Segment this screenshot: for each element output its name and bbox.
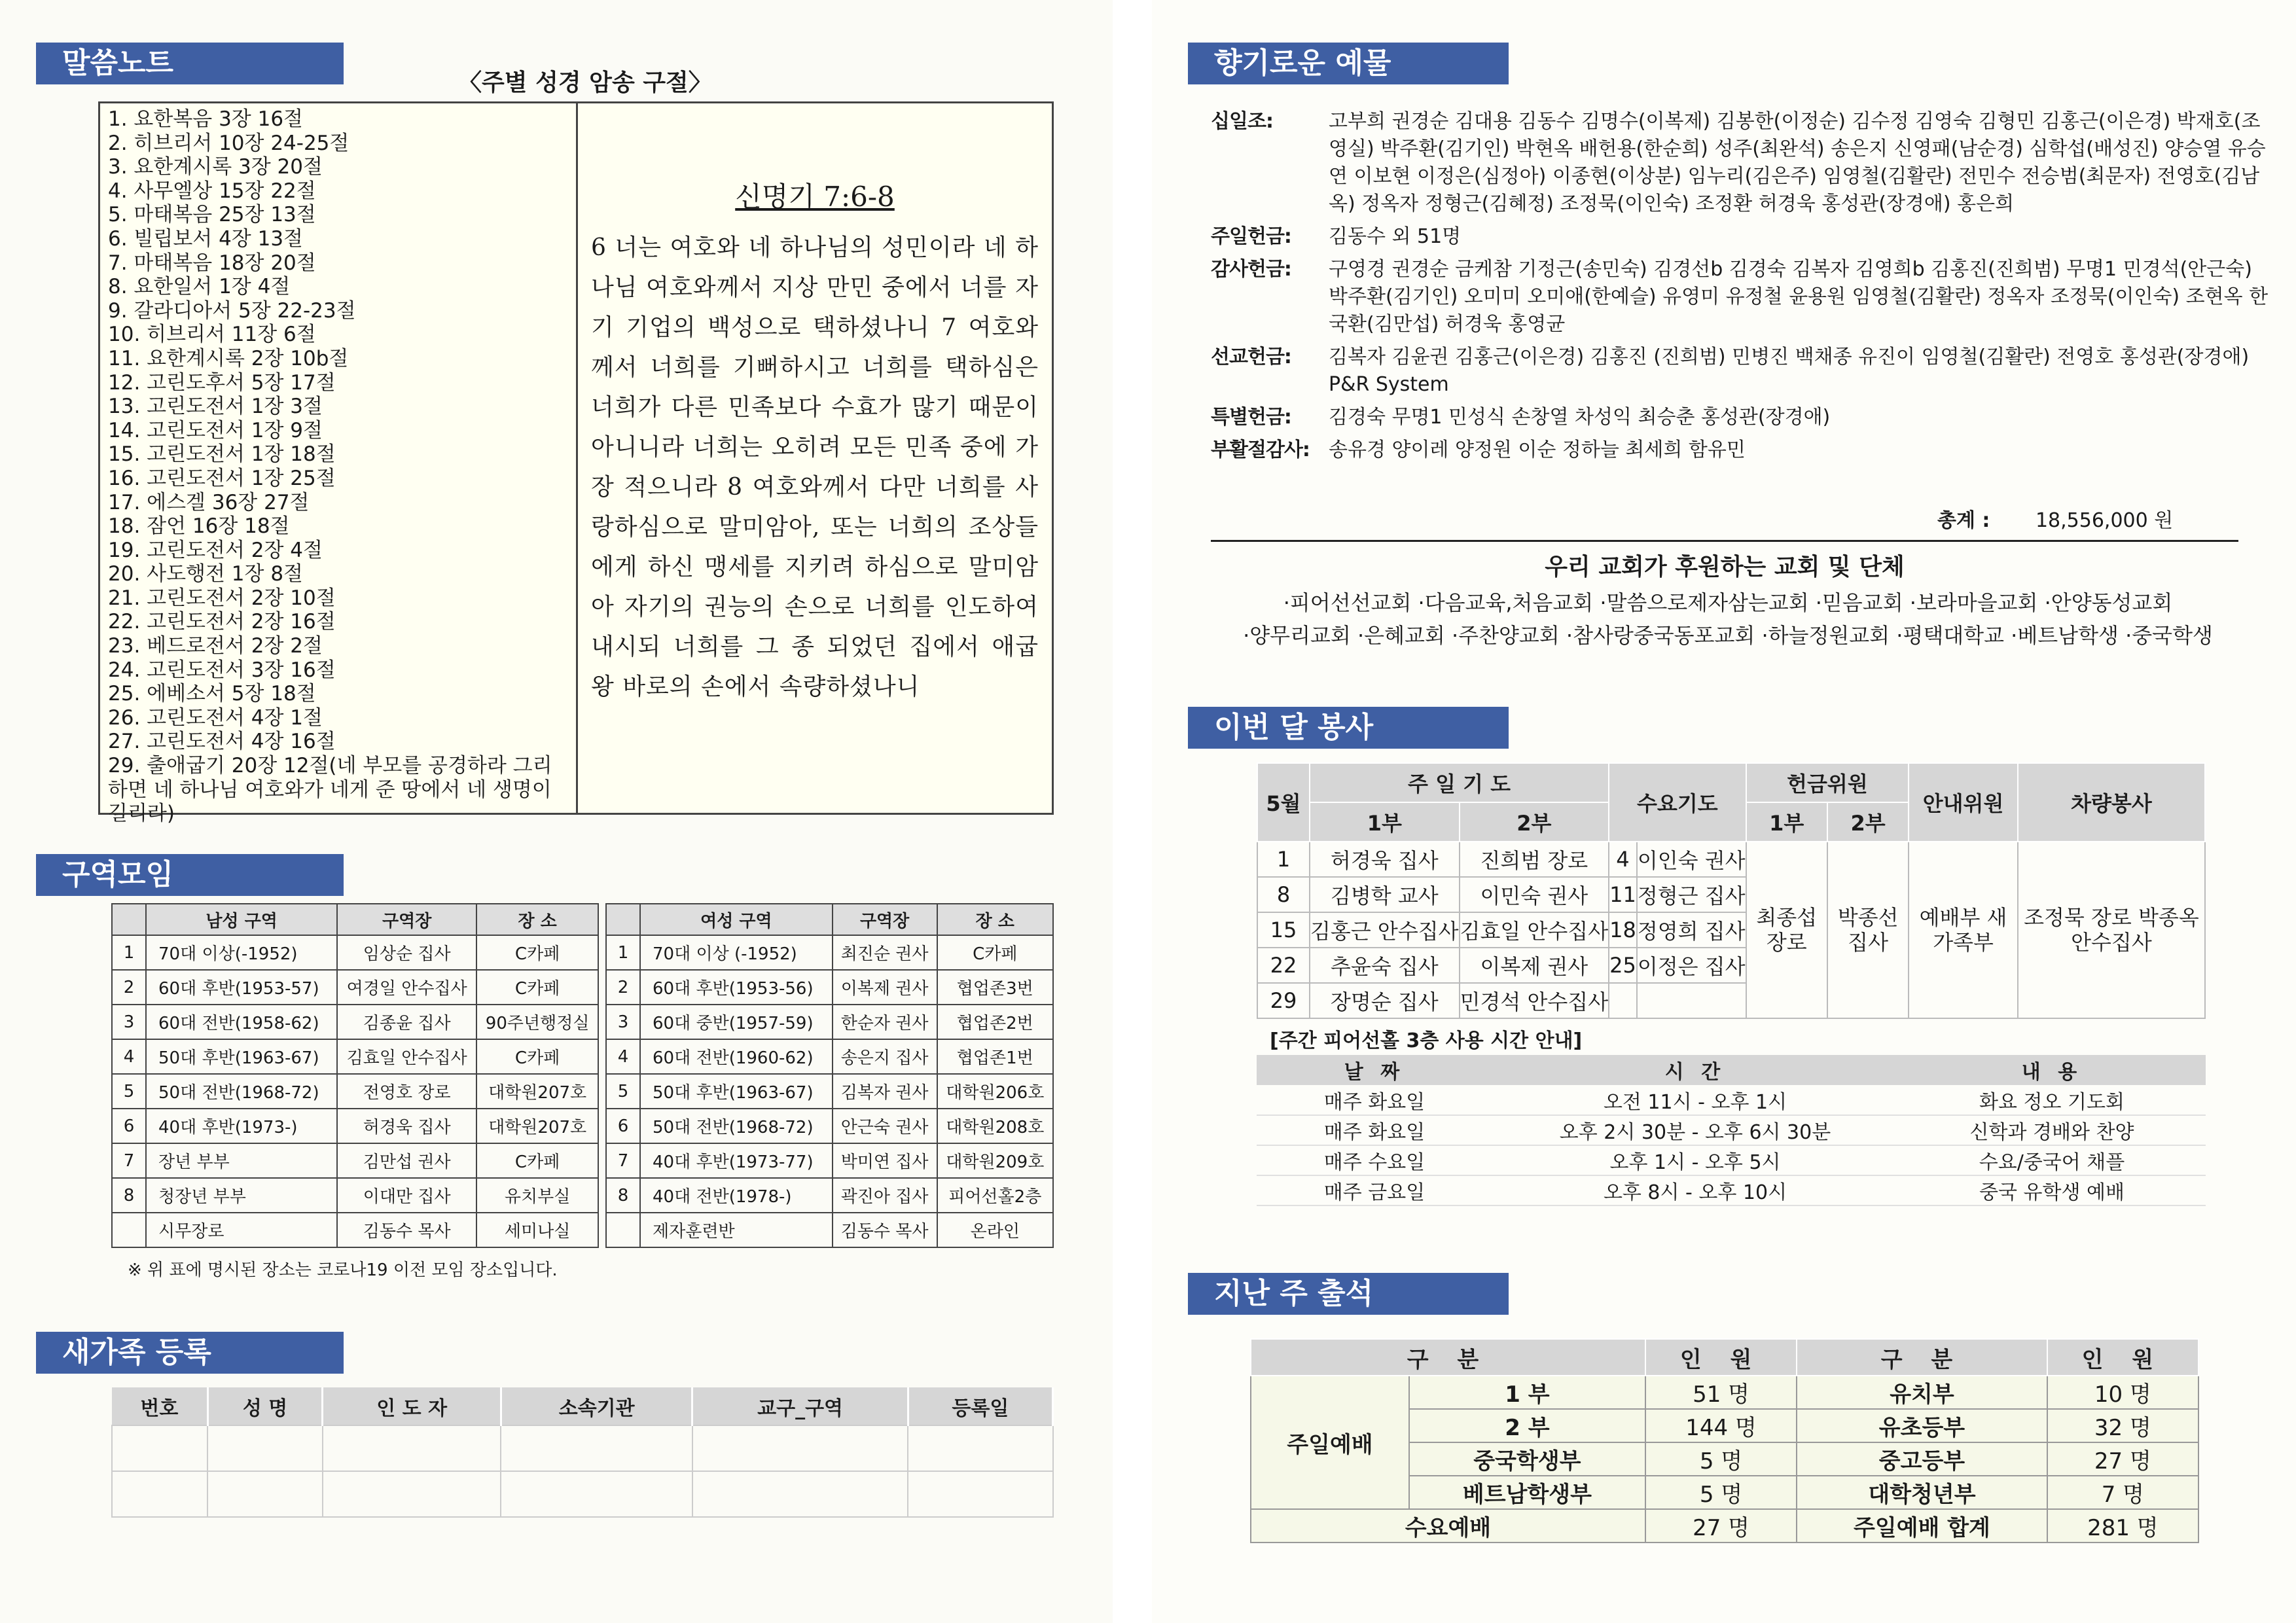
table-cell: 장년 부부 [146,1143,337,1178]
volunteer-offer2: 박종선 집사 [1827,842,1909,1018]
table-cell: 2 [606,970,640,1005]
table-cell: 18 [1609,912,1637,948]
men-district-table [111,903,599,1248]
verse-section-title: 말씀노트 [36,43,344,84]
table-cell: 281 명 [2047,1509,2198,1543]
new-family-title: 새가족 등록 [36,1332,344,1374]
table-cell: 7 [606,1143,640,1178]
table-cell: 최진순 권사 [833,935,937,970]
col-header: 1부 [1746,802,1827,842]
offering-names: 고부희 권경순 김대용 김동수 김명수(이복제) 김봉한(이정순) 김수정 김영숙 김형민 김홍근(이은경) 박재호(조영실) 박주환(김기인) 박현옥 배헌용(한순희) 성주(최완석) 송은지 신영패(남순경) 심학섭(배성진) 양승열 유승연 이보현 이정은(심정아) 이종현(이상분) 임누리(김은주) 임영철(김활란) 전민수 전승범(최문자) 전영호(김남옥) 정옥자 정형근(김혜정) 조정묵(이인숙) 조정환 허경욱 홍성관(장경애) 홍은희 [1329,110,2266,215]
table-cell: C카페 [476,1143,598,1178]
table-row [112,1471,1053,1517]
women-district-table [605,903,1054,1248]
offering-label: 십일조: [1211,110,1273,133]
table-cell: 90주년행정실 [476,1005,598,1039]
offering-label: 선교헌금: [1211,346,1291,368]
table-cell: 50대 전반(1968-72) [640,1109,833,1143]
verse-item: 12. 고린도후서 5장 17절 [108,370,336,395]
table-cell: 3 [606,1005,640,1039]
col-header: 헌금위원 [1746,763,1909,802]
verse-item: 21. 고린도전서 2장 10절 [108,586,336,610]
verse-box [98,101,1054,826]
volunteer-offer1: 최종섭 장로 [1746,842,1827,1018]
verse-item: 2. 히브리서 10장 24-25절 [108,131,350,155]
table-cell: 장명순 집사 [1310,983,1460,1018]
table-row [112,1425,1053,1471]
table-cell [606,1213,640,1247]
table-cell: 이인숙 권사 [1637,842,1746,877]
support-line: ·양무리교회 ·은혜교회 ·주찬양교회 ·참사랑중국동포교회 ·하늘정원교회 ·평택대학교 ·베트남학생 ·중국학생 [1243,623,2213,648]
offering-row [1211,108,2271,218]
table-cell: 수요/중국어 채플 [1898,1145,2206,1175]
verse-item: 19. 고린도전서 2장 4절 [108,538,323,562]
table-cell: 25 [1609,948,1637,983]
table-cell: 50대 전반(1968-72) [146,1074,337,1109]
table-cell: C카페 [476,970,598,1005]
table-cell: 오후 1시 - 오후 5시 [1492,1145,1898,1175]
verse-item: 25. 에베소서 5장 18절 [108,682,316,706]
table-row [1251,1509,2198,1543]
volunteer-title: 이번 달 봉사 [1188,707,1509,749]
table-cell: 매주 화요일 [1257,1085,1492,1115]
table-cell: 27 명 [2047,1442,2198,1476]
verse-item: 7. 마태복음 18장 20절 [108,251,316,275]
table-cell: 임상순 집사 [337,935,476,970]
offering-names: 김복자 김윤권 김홍근(이은경) 김홍진 (진희범) 민병진 백채종 유진이 임영철(김활란) 전영호 홍성관(장경애) P&R System [1329,346,2250,396]
table-cell: 대학원207호 [476,1074,598,1109]
table-cell: 수요예배 [1251,1509,1645,1543]
table-cell: 매주 화요일 [1257,1115,1492,1145]
col-header: 번호 [112,1387,207,1425]
table-cell [112,1213,146,1247]
offering-names: 구영경 권경순 금케참 기정근(송민숙) 김경선b 김경숙 김복자 김영희b 김홍진(진희범) 무명1 민경석(안근숙) 박주환(김기인) 오미미 오미애(한예슬) 유영미 유정철 윤용원 임영철(김활란) 정옥자 조정묵(이인숙) 조현옥 한국환(김만섭) 허경욱 홍영균 [1329,258,2269,336]
table-cell: 김동수 목사 [833,1213,937,1247]
verse-item: 22. 고린도전서 2장 16절 [108,610,336,634]
attendance-table [1250,1338,2199,1543]
table-cell: 피어선홀2층 [937,1178,1053,1213]
col-header: 안내위원 [1909,763,2018,842]
table-cell: 이민숙 권사 [1460,877,1609,912]
table-cell: 곽진아 집사 [833,1178,937,1213]
table-cell: 민경석 안수집사 [1460,983,1609,1018]
offering-label: 감사헌금: [1211,258,1291,281]
table-cell: 주일예배 합계 [1797,1509,2047,1543]
passage-reference: 신명기 7:6-8 [735,181,895,213]
col-header: 구 분 [1797,1339,2047,1376]
table-cell: 1 [1257,842,1310,877]
table-cell: 5 [606,1074,640,1109]
table-cell: 이복제 권사 [1460,948,1609,983]
passage-text: 6 너는 여호와 네 하나님의 성민이라 네 하나님 여호와께서 지상 만민 중에서 너를 자기 기업의 백성으로 택하셨나니 7 여호와께서 너희를 기뻐하시고 너희를 택하심은 너희가 다른 민족보다 수효가 많기 때문이 아니니라 너희는 오히려 모든 민족 중에 가장 적으니라 8 여호와께서 다만 너희를 사랑하심으로 말미암아, 또는 너희의 조상들에게 하신 맹세를 지키려 하심으로 말미암아 자기의 권능의 손으로 너희를 인도하여 내시되 너희를 그 종 되었던 집에서 애굽 왕 바로의 손에서 속량하셨나니 [591,234,1039,700]
table-cell: 김병학 교사 [1310,877,1460,912]
table-cell: 김동수 목사 [337,1213,476,1247]
table-cell: 중국 유학생 예배 [1898,1175,2206,1205]
table-cell: 70대 이상(-1952) [146,935,337,970]
table-row [112,1109,598,1143]
verse-item: 24. 고린도전서 3장 16절 [108,658,336,682]
table-cell [1609,983,1637,1018]
table-cell: 이대만 집사 [337,1178,476,1213]
table-cell: 2 [112,970,146,1005]
table-cell: 김종윤 집사 [337,1005,476,1039]
table-cell: 협업존1번 [937,1039,1053,1074]
verse-item: 27. 고린도전서 4장 16절 [108,730,336,754]
table-row [112,1143,598,1178]
table-row [606,1143,1053,1178]
verse-item: 29. 출애굽기 20장 12절(네 부모를 공경하라 그리하면 네 하나님 여호와가 네게 준 땅에서 네 생명이 길리라) [108,754,552,826]
table-row [112,1213,598,1247]
col-header: 시 간 [1492,1055,1898,1085]
table-row [606,1005,1053,1039]
table-cell: 김만섭 권사 [337,1143,476,1178]
table-cell: 전영호 장로 [337,1074,476,1109]
table-cell: 유치부실 [476,1178,598,1213]
new-family-table [111,1387,1054,1518]
table-cell: 유초등부 [1797,1409,2047,1442]
table-cell: 여경일 안수집사 [337,970,476,1005]
table-cell: 오전 11시 - 오후 1시 [1492,1085,1898,1115]
col-header: 수요기도 [1609,763,1746,842]
verse-item: 15. 고린도전서 1장 18절 [108,442,336,467]
table-cell: 60대 후반(1953-56) [640,970,833,1005]
offering-row [1211,404,2271,431]
table-row [112,1074,598,1109]
table-row [112,1039,598,1074]
col-header: 여성 구역 [640,904,833,935]
table-cell: 22 [1257,948,1310,983]
table-cell: 중고등부 [1797,1442,2047,1476]
verse-item: 13. 고린도전서 1장 3절 [108,395,323,419]
col-header: 구 분 [1251,1339,1645,1376]
verse-item: 23. 베드로전서 2장 2절 [108,634,323,658]
table-row [606,935,1053,970]
verse-item: 9. 갈라디아서 5장 22-23절 [108,298,356,323]
table-cell: 김홍근 안수집사 [1310,912,1460,948]
table-cell: 3 [112,1005,146,1039]
table-cell: 5 [112,1074,146,1109]
divider [1211,540,2238,542]
table-cell: 50대 후반(1963-67) [640,1074,833,1109]
verse-passage [578,103,1052,813]
table-cell: 대학원209호 [937,1143,1053,1178]
table-cell: C카페 [476,1039,598,1074]
volunteer-table [1257,762,2206,1019]
table-cell: 1 부 [1409,1376,1645,1409]
col-header: 인 원 [1645,1339,1797,1376]
table-row [606,1213,1053,1247]
table-cell: 5 명 [1645,1476,1797,1509]
table-cell: 7 [112,1143,146,1178]
table-cell: 2 부 [1409,1409,1645,1442]
offering-row [1211,437,2271,464]
table-cell: 27 명 [1645,1509,1797,1543]
table-cell: 15 [1257,912,1310,948]
table-cell: 안근숙 권사 [833,1109,937,1143]
verse-item: 18. 잠언 16장 18절 [108,514,290,539]
table-cell: 제자훈련반 [640,1213,833,1247]
offering-names: 김경숙 무명1 민성식 손창열 차성익 최승춘 홍성관(장경애) [1329,406,1831,429]
table-cell: 오후 2시 30분 - 오후 6시 30분 [1492,1115,1898,1145]
verse-item: 3. 요한계시록 3장 20절 [108,155,323,179]
table-cell: 대학원208호 [937,1109,1053,1143]
table-cell: 5 명 [1645,1442,1797,1476]
table-cell: 신학과 경배와 찬양 [1898,1115,2206,1145]
table-cell: 대학청년부 [1797,1476,2047,1509]
table-cell: 청장년 부부 [146,1178,337,1213]
table-cell: 4 [112,1039,146,1074]
district-note: ※ 위 표에 명시된 장소는 코로나19 이전 모임 장소입니다. [128,1260,558,1280]
col-header: 구역장 [833,904,937,935]
table-cell: 70대 이상 (-1952) [640,935,833,970]
table-cell: 8 [112,1178,146,1213]
table-cell: 세미나실 [476,1213,598,1247]
table-cell: 허경욱 집사 [1310,842,1460,877]
col-header: 장 소 [476,904,598,935]
table-cell: 6 [606,1109,640,1143]
table-row [606,1039,1053,1074]
table-row [1257,1085,2206,1115]
table-cell: 화요 정오 기도회 [1898,1085,2206,1115]
hall-title: [주간 피어선홀 3층 사용 시간 안내] [1270,1029,1583,1052]
table-cell: 베트남학생부 [1409,1476,1645,1509]
table-cell: 허경욱 집사 [337,1109,476,1143]
verse-item: 5. 마태복음 25장 13절 [108,203,316,227]
table-cell: 8 [1257,877,1310,912]
col-header: 교구_구역 [692,1387,908,1425]
table-row [1251,1376,2198,1409]
table-cell: C카페 [937,935,1053,970]
table-cell: 진희범 장로 [1460,842,1609,877]
table-cell: 11 [1609,877,1637,912]
col-header: 차량봉사 [2018,763,2205,842]
volunteer-usher: 예배부 새가족부 [1909,842,2018,1018]
table-cell: 40대 전반(1978-) [640,1178,833,1213]
table-cell: C카페 [476,935,598,970]
col-header: 인 원 [2047,1339,2198,1376]
table-cell: 송은지 집사 [833,1039,937,1074]
table-cell: 8 [606,1178,640,1213]
table-cell: 40대 후반(1973-) [146,1109,337,1143]
district-section-title: 구역모임 [36,854,344,896]
table-cell: 추윤숙 집사 [1310,948,1460,983]
table-row [1257,1115,2206,1145]
offering-label: 부활절감사: [1211,438,1310,461]
total-value: 18,556,000 원 [2035,509,2174,532]
offering-label: 특별헌금: [1211,406,1291,429]
table-cell: 60대 전반(1960-62) [640,1039,833,1074]
col-header: 2부 [1827,802,1909,842]
table-cell: 협업존3번 [937,970,1053,1005]
table-cell: 매주 수요일 [1257,1145,1492,1175]
col-header: 등록일 [908,1387,1052,1425]
verse-item: 4. 사무엘상 15장 22절 [108,179,316,203]
table-cell: 김효일 안수집사 [1460,912,1609,948]
table-cell: 32 명 [2047,1409,2198,1442]
support-title: 우리 교회가 후원하는 교회 및 단체 [1545,554,1905,580]
offering-names: 김동수 외 51명 [1329,225,1462,248]
table-cell: 40대 후반(1973-77) [640,1143,833,1178]
offering-row [1211,256,2271,338]
support-line: ·피어선선교회 ·다음교육,처음교회 ·말씀으로제자삼는교회 ·믿음교회 ·보라마을교회 ·안양동성교회 [1283,590,2173,615]
table-cell: 4 [1609,842,1637,877]
table-cell: 1 [606,935,640,970]
table-cell: 협업존2번 [937,1005,1053,1039]
table-cell: 60대 후반(1953-57) [146,970,337,1005]
col-header: 주 일 기 도 [1310,763,1609,802]
verse-item: 16. 고린도전서 1장 25절 [108,466,336,490]
table-cell: 29 [1257,983,1310,1018]
verse-list [100,103,578,826]
offering-row [1211,223,2271,251]
table-cell: 김효일 안수집사 [337,1039,476,1074]
table-cell: 온라인 [937,1213,1053,1247]
table-cell: 정형근 집사 [1637,877,1746,912]
month-label: 5월 [1257,763,1310,842]
verse-item: 26. 고린도전서 4장 1절 [108,705,323,730]
table-row [112,970,598,1005]
table-cell: 오후 8시 - 오후 10시 [1492,1175,1898,1205]
table-row [606,1109,1053,1143]
attendance-title: 지난 주 출석 [1188,1273,1509,1315]
volunteer-car: 조정묵 장로 박종옥 안수집사 [2018,842,2205,1018]
table-cell: 정영희 집사 [1637,912,1746,948]
table-cell: 이복제 권사 [833,970,937,1005]
table-cell: 김복자 권사 [833,1074,937,1109]
table-cell: 7 명 [2047,1476,2198,1509]
table-row [606,1178,1053,1213]
left-page [0,0,1113,1623]
hall-schedule-table [1257,1055,2206,1206]
offering-list [1211,108,2271,469]
table-row [112,935,598,970]
table-cell: 중국학생부 [1409,1442,1645,1476]
verse-item: 11. 요한계시록 2장 10b절 [108,346,349,370]
table-cell: 60대 전반(1958-62) [146,1005,337,1039]
col-header: 성 명 [207,1387,323,1425]
table-cell: 이정은 집사 [1637,948,1746,983]
verse-item: 17. 에스겔 36장 27절 [108,490,310,514]
table-cell: 매주 금요일 [1257,1175,1492,1205]
total-label: 총계 : [1937,509,1990,532]
verse-item: 14. 고린도전서 1장 9절 [108,418,323,442]
table-cell: 대학원206호 [937,1074,1053,1109]
verse-item: 6. 빌립보서 4장 13절 [108,226,303,251]
col-header: 남성 구역 [146,904,337,935]
table-cell: 10 명 [2047,1376,2198,1409]
col-header: 날 짜 [1257,1055,1492,1085]
offering-title: 향기로운 예물 [1188,43,1509,84]
table-row [1257,842,2205,877]
support-list [1230,586,2225,652]
table-cell: 대학원207호 [476,1109,598,1143]
table-row [1257,1175,2206,1205]
col-header: 인 도 자 [323,1387,501,1425]
table-cell: 50대 후반(1963-67) [146,1039,337,1074]
col-header: 1부 [1310,802,1460,842]
table-row [1257,1145,2206,1175]
table-cell: 유치부 [1797,1376,2047,1409]
table-cell: 60대 중반(1957-59) [640,1005,833,1039]
table-row [112,1178,598,1213]
right-page [1152,0,2296,1623]
table-cell: 한순자 권사 [833,1005,937,1039]
table-row [606,1074,1053,1109]
verse-heading: 〈주별 성경 암송 구절〉 [458,69,712,96]
col-header: 장 소 [937,904,1053,935]
table-cell: 박미연 집사 [833,1143,937,1178]
offering-names: 송유경 양이레 양정원 이순 정하늘 최세희 함유민 [1329,438,1746,461]
table-cell: 51 명 [1645,1376,1797,1409]
table-cell: 시무장로 [146,1213,337,1247]
verse-item: 1. 요한복음 3장 16절 [108,107,303,131]
table-cell [1637,983,1746,1018]
verse-item: 20. 사도행전 1장 8절 [108,562,303,586]
col-header: 소속기관 [501,1387,692,1425]
offering-row [1211,344,2271,399]
verse-item: 10. 히브리서 11장 6절 [108,323,316,347]
verse-item: 8. 요한일서 1장 4절 [108,275,291,299]
col-header: 구역장 [337,904,476,935]
table-cell: 1 [112,935,146,970]
table-cell: 4 [606,1039,640,1074]
table-cell: 144 명 [1645,1409,1797,1442]
col-header: 내 용 [1898,1055,2206,1085]
offering-total [1937,504,2173,533]
offering-label: 주일헌금: [1211,225,1291,248]
group-label: 주일예배 [1251,1376,1409,1509]
table-cell: 6 [112,1109,146,1143]
table-row [606,970,1053,1005]
table-row [112,1005,598,1039]
col-header: 2부 [1460,802,1609,842]
